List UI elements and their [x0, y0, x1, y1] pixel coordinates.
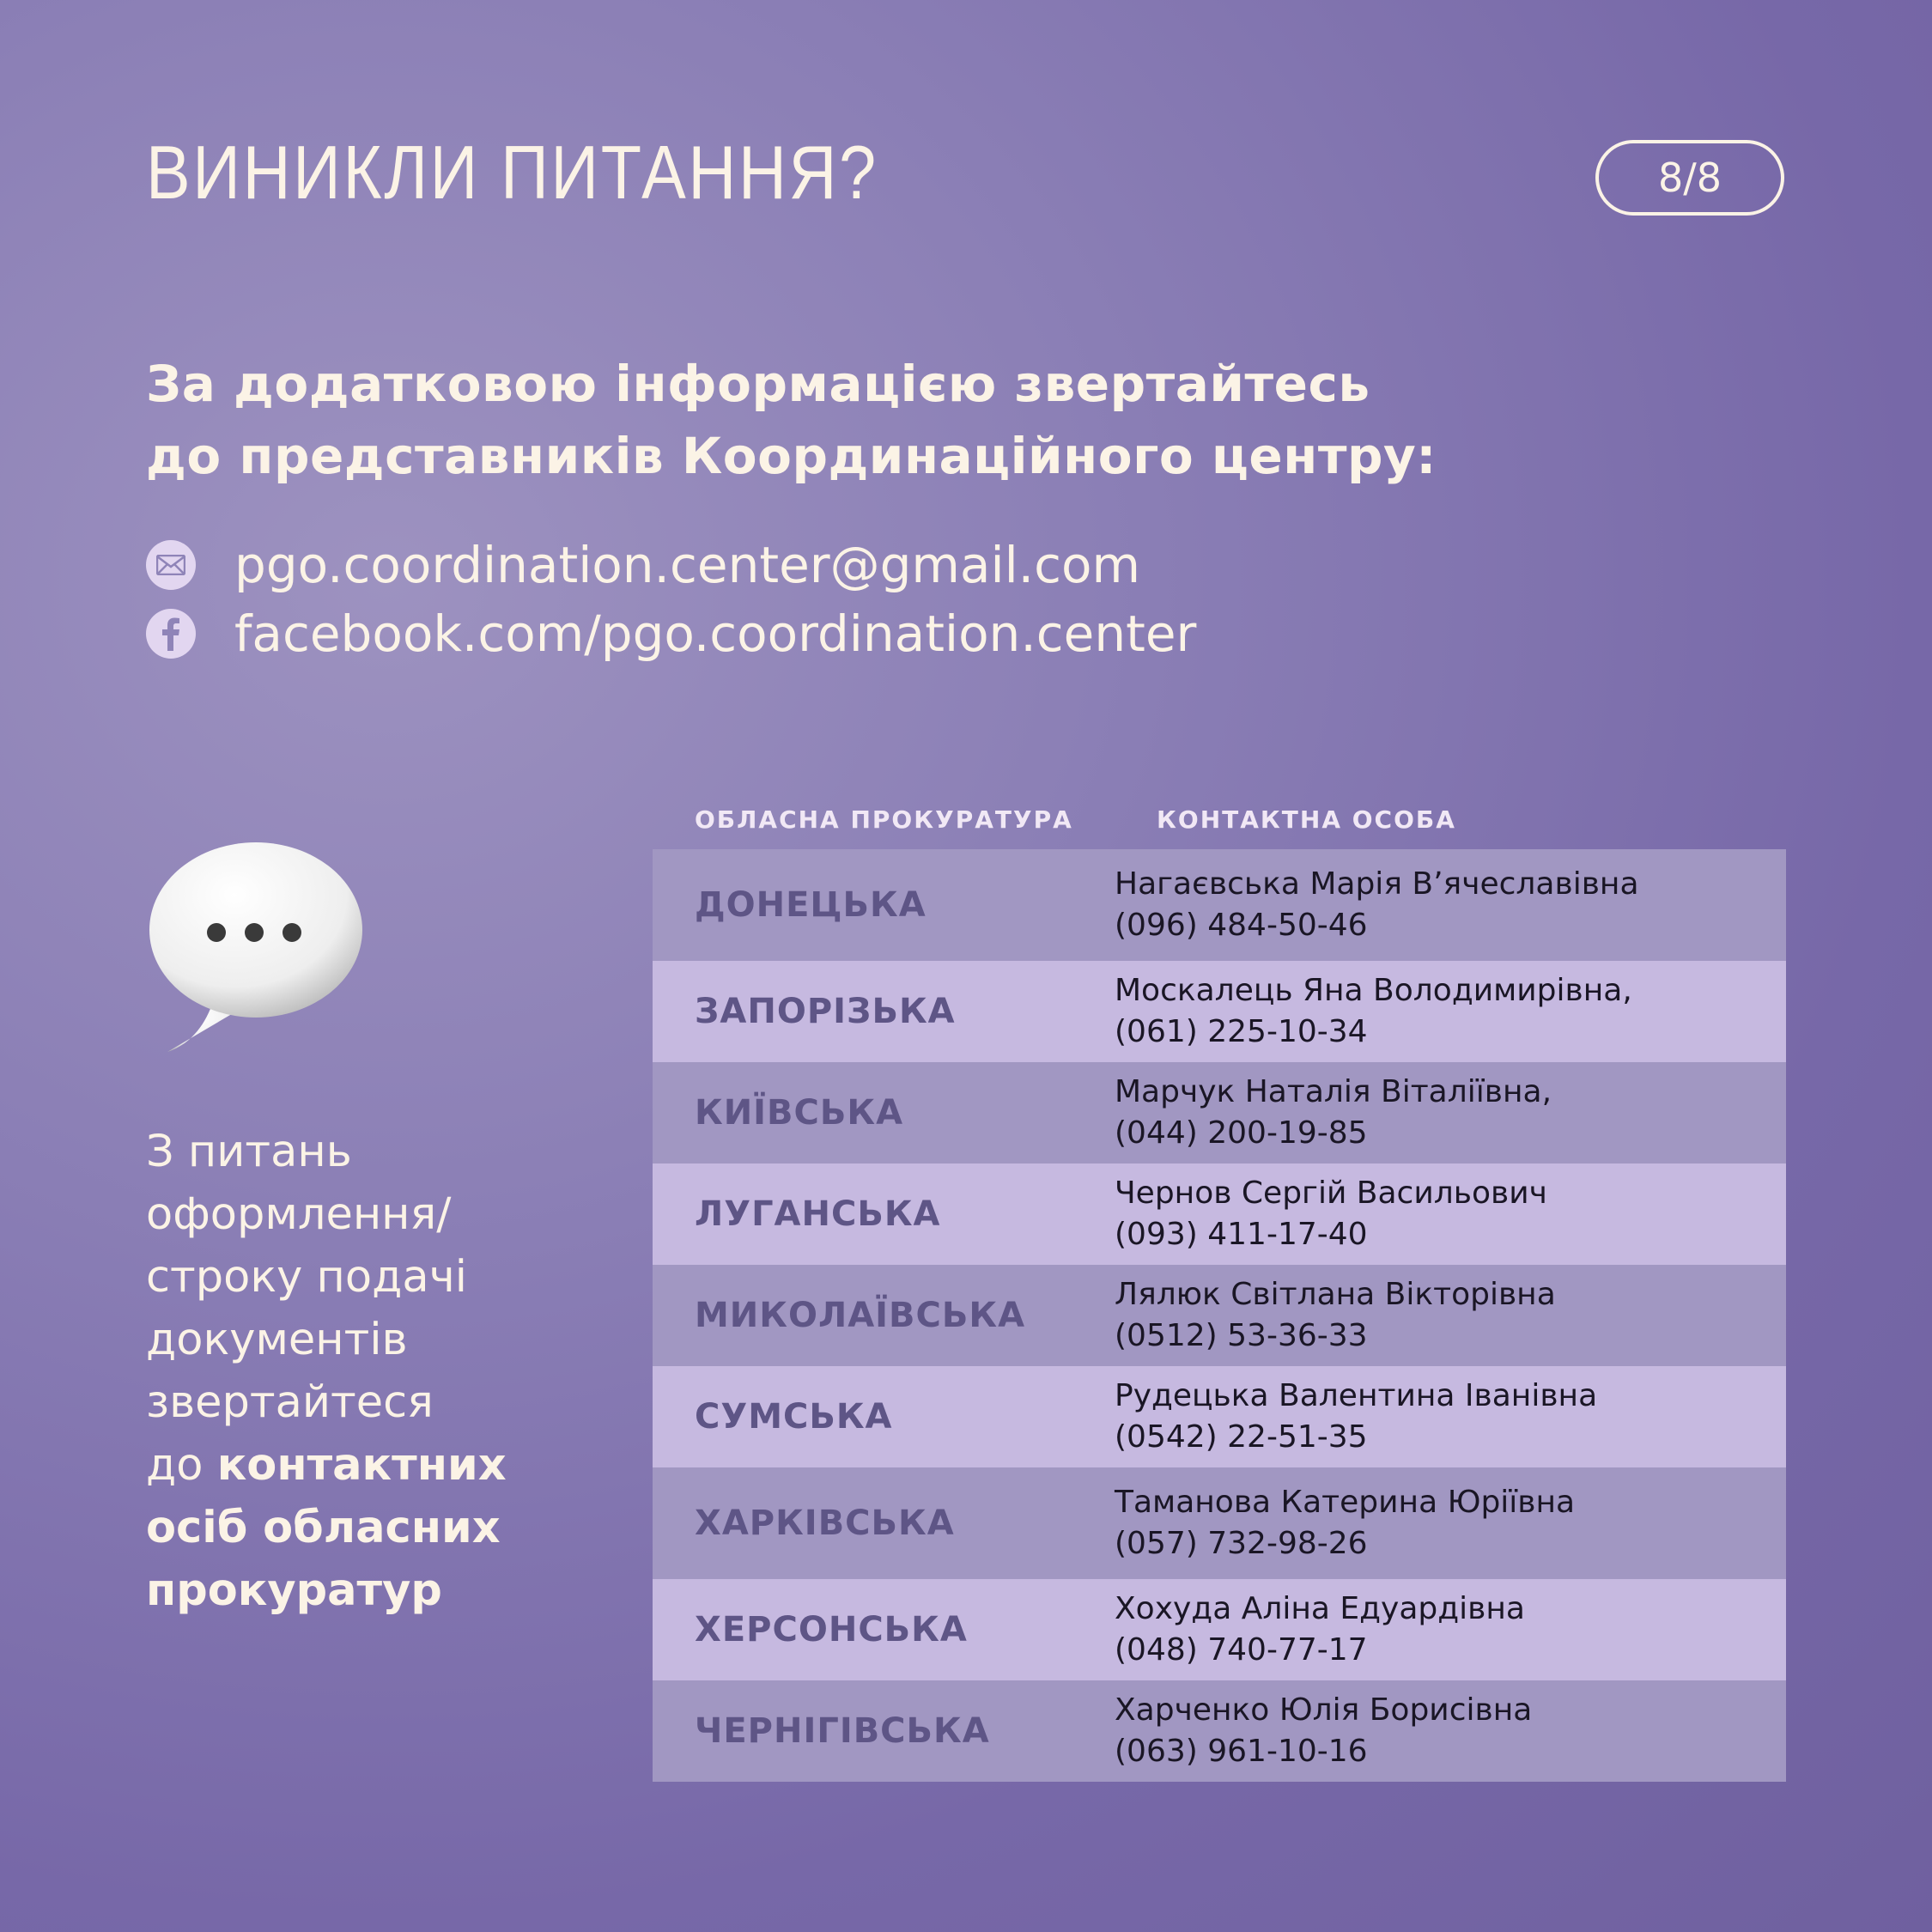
table-row	[653, 1265, 1786, 1366]
contact-name: Хохуда Аліна Едуардівна	[1115, 1591, 1525, 1626]
table-row	[653, 1163, 1786, 1265]
side-note-emphasis-2: осіб обласних	[146, 1503, 501, 1553]
contact-phone[interactable]: (093) 411-17-40	[1115, 1217, 1368, 1252]
contact-name: Лялюк Світлана Вікторівна	[1115, 1277, 1556, 1312]
side-note-line-6	[146, 1434, 524, 1497]
table-row	[653, 1680, 1786, 1782]
region-cell: ДОНЕЦЬКА	[695, 885, 927, 925]
facebook-link[interactable]: facebook.com/pgo.coordination.center	[234, 605, 1197, 663]
region-cell: ЛУГАНСЬКА	[695, 1194, 941, 1234]
contact-cell	[1115, 1072, 1786, 1154]
contact-phone[interactable]: (0542) 22-51-35	[1115, 1419, 1368, 1455]
email-contact[interactable]	[146, 536, 1140, 594]
region-cell: СУМСЬКА	[695, 1397, 893, 1437]
contact-name: Рудецька Валентина Іванівна	[1115, 1378, 1598, 1413]
region-cell: МИКОЛАЇВСЬКА	[695, 1296, 1026, 1335]
contact-phone[interactable]: (0512) 53-36-33	[1115, 1318, 1368, 1353]
contact-name: Харченко Юлія Борисівна	[1115, 1692, 1533, 1728]
contact-cell	[1115, 1482, 1786, 1564]
contact-name: Нагаєвська Марія В’ячеславівна	[1115, 866, 1639, 902]
contact-cell	[1115, 1690, 1786, 1772]
facebook-icon	[146, 609, 196, 659]
contact-cell	[1115, 970, 1786, 1053]
side-note-line-4: документів	[146, 1315, 408, 1365]
contact-name: Москалець Яна Володимирівна,	[1115, 973, 1632, 1008]
side-note-prefix: до	[146, 1440, 217, 1491]
side-note-line-3: строку подачі	[146, 1252, 467, 1303]
contact-cell	[1115, 1589, 1786, 1671]
table-header-region: ОБЛАСНА ПРОКУРАТУРА	[695, 805, 1073, 834]
table-row	[653, 1579, 1786, 1680]
email-link[interactable]: pgo.coordination.center@gmail.com	[234, 536, 1140, 594]
region-cell: ЗАПОРІЗЬКА	[695, 992, 956, 1031]
contact-phone[interactable]: (096) 484-50-46	[1115, 908, 1368, 943]
side-note-line-2: оформлення/	[146, 1189, 452, 1240]
intro-line-2: до представників Координаційного центру:	[146, 427, 1437, 485]
facebook-contact[interactable]	[146, 605, 1196, 663]
region-cell: ХЕРСОНСЬКА	[695, 1610, 968, 1649]
region-cell: КИЇВСЬКА	[695, 1093, 904, 1133]
table-header-contact: КОНТАКТНА ОСОБА	[1157, 805, 1456, 834]
side-note-line-7	[146, 1497, 524, 1559]
page-indicator-badge	[1595, 140, 1784, 216]
page-indicator-text: 8/8	[1657, 155, 1722, 201]
table-row	[653, 1062, 1786, 1163]
contact-phone[interactable]: (061) 225-10-34	[1115, 1014, 1368, 1049]
contact-cell	[1115, 1173, 1786, 1255]
contact-name: Таманова Катерина Юріївна	[1115, 1485, 1576, 1520]
region-cell: ХАРКІВСЬКА	[695, 1504, 955, 1543]
region-cell: ЧЕРНІГІВСЬКА	[695, 1711, 990, 1751]
side-note-line-8	[146, 1559, 524, 1622]
contact-phone[interactable]: (057) 732-98-26	[1115, 1526, 1368, 1561]
page-title: ВИНИКЛИ ПИТАННЯ?	[146, 130, 878, 215]
mail-icon	[146, 540, 196, 590]
intro-text	[146, 348, 1437, 492]
side-note-emphasis-1: контактних	[216, 1440, 507, 1491]
contact-name: Чернов Сергій Васильович	[1115, 1176, 1547, 1211]
table-row	[653, 1467, 1786, 1579]
contact-cell	[1115, 1376, 1786, 1458]
side-note	[146, 1121, 524, 1622]
speech-bubble-icon	[146, 837, 369, 1060]
contact-phone[interactable]: (044) 200-19-85	[1115, 1115, 1368, 1151]
table-row	[653, 849, 1786, 961]
intro-line-1: За додатковою інформацією звертайтесь	[146, 355, 1370, 413]
prosecutors-table	[653, 849, 1786, 1782]
contact-name: Марчук Наталія Віталіївна,	[1115, 1074, 1552, 1109]
side-note-emphasis-3: прокуратур	[146, 1565, 442, 1616]
contact-phone[interactable]: (063) 961-10-16	[1115, 1734, 1368, 1769]
contact-cell	[1115, 864, 1786, 946]
table-row	[653, 961, 1786, 1062]
table-row	[653, 1366, 1786, 1467]
contact-cell	[1115, 1274, 1786, 1357]
side-note-line-5: звертайтеся	[146, 1377, 434, 1428]
contact-phone[interactable]: (048) 740-77-17	[1115, 1632, 1368, 1668]
side-note-line-1: З питань	[146, 1127, 352, 1177]
